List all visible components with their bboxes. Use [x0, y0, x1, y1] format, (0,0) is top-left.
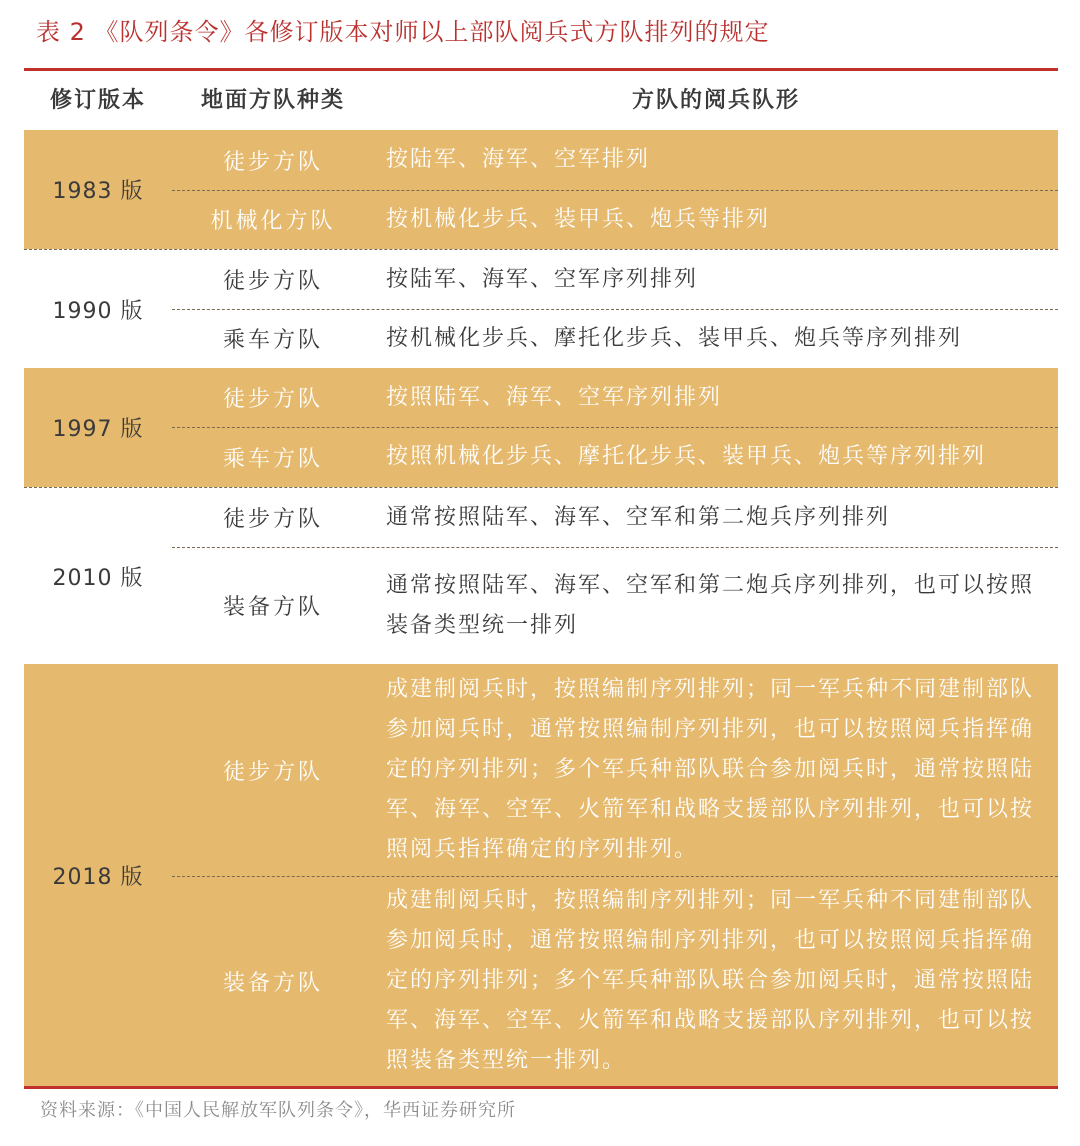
table-row [172, 488, 1058, 547]
type-cell: 徒步方队 [222, 759, 323, 785]
type-cell: 乘车方队 [222, 328, 323, 353]
header-version: 修订版本 [49, 88, 146, 113]
version-cell: 1990 版 [52, 298, 144, 324]
formation-cell: 按机械化步兵、摩托化步兵、装甲兵、炮兵等序列排列 [386, 325, 963, 351]
formation-cell: 按陆军、海军、空军排列 [386, 147, 651, 172]
table-row [172, 664, 1058, 876]
table-header [24, 71, 1058, 130]
source-note: 资料来源：《中国人民解放军队列条令》，华西证券研究所 [40, 1100, 516, 1121]
version-cell: 2010 版 [52, 565, 144, 591]
formation-cell: 按陆军、海军、空军序列排列 [386, 266, 699, 292]
table-row [172, 309, 1058, 368]
formation-cell: 通常按照陆军、海军、空军和第二炮兵序列排列，也可以按照装备类型统一排列 [386, 572, 1035, 638]
table-row [172, 368, 1058, 427]
version-cell: 2018 版 [52, 864, 144, 890]
type-cell: 装备方队 [222, 970, 323, 996]
bottom-rule [24, 1086, 1058, 1089]
version-cell: 1983 版 [52, 179, 144, 204]
type-cell: 乘车方队 [222, 446, 323, 472]
formation-cell: 成建制阅兵时，按照编制序列排列；同一军兵种不同建制部队参加阅兵时，通常按照编制序列排列，也可以按照阅兵指挥确定的序列排列；多个军兵种部队联合参加阅兵时，通常按照陆军、海军、空军、火箭军和战略支援部队序列排列，也可以按照装备类型统一排列。 [386, 888, 1035, 1073]
table-group-2018 [24, 664, 1058, 1086]
type-cell: 徒步方队 [222, 149, 323, 175]
table-title: 表 2 《队列条令》各修订版本对师以上部队阅兵式方队排列的规定 [36, 18, 770, 46]
header-formation: 方队的阅兵队形 [631, 88, 800, 113]
formation-cell: 通常按照陆军、海军、空军和第二炮兵序列排列 [386, 504, 891, 530]
table-row [172, 427, 1058, 487]
type-cell: 徒步方队 [222, 387, 323, 412]
version-cell: 1997 版 [52, 417, 144, 442]
formation-cell: 按照机械化步兵、摩托化步兵、装甲兵、炮兵等序列排列 [386, 444, 987, 469]
table-row [172, 190, 1058, 249]
type-cell: 徒步方队 [222, 269, 323, 294]
table-row [172, 876, 1058, 1086]
formation-cell: 按机械化步兵、装甲兵、炮兵等排列 [386, 206, 771, 232]
type-cell: 机械化方队 [210, 209, 336, 234]
table-row [172, 547, 1058, 664]
table-row [172, 250, 1058, 309]
type-cell: 徒步方队 [222, 507, 323, 532]
type-cell: 装备方队 [222, 595, 323, 620]
table-row [172, 130, 1058, 190]
table-group-2010 [24, 488, 1058, 664]
table-group-1990 [24, 250, 1058, 368]
formation-cell: 成建制阅兵时，按照编制序列排列；同一军兵种不同建制部队参加阅兵时，通常按照编制序列排列，也可以按照阅兵指挥确定的序列排列；多个军兵种部队联合参加阅兵时，通常按照陆军、海军、空军、火箭军和战略支援部队序列排列，也可以按照阅兵指挥确定的序列排列。 [386, 677, 1035, 862]
formation-cell: 按照陆军、海军、空军序列排列 [386, 384, 723, 410]
table-group-1997 [24, 368, 1058, 487]
header-ground-type: 地面方队种类 [200, 88, 345, 113]
table-group-1983 [24, 130, 1058, 249]
